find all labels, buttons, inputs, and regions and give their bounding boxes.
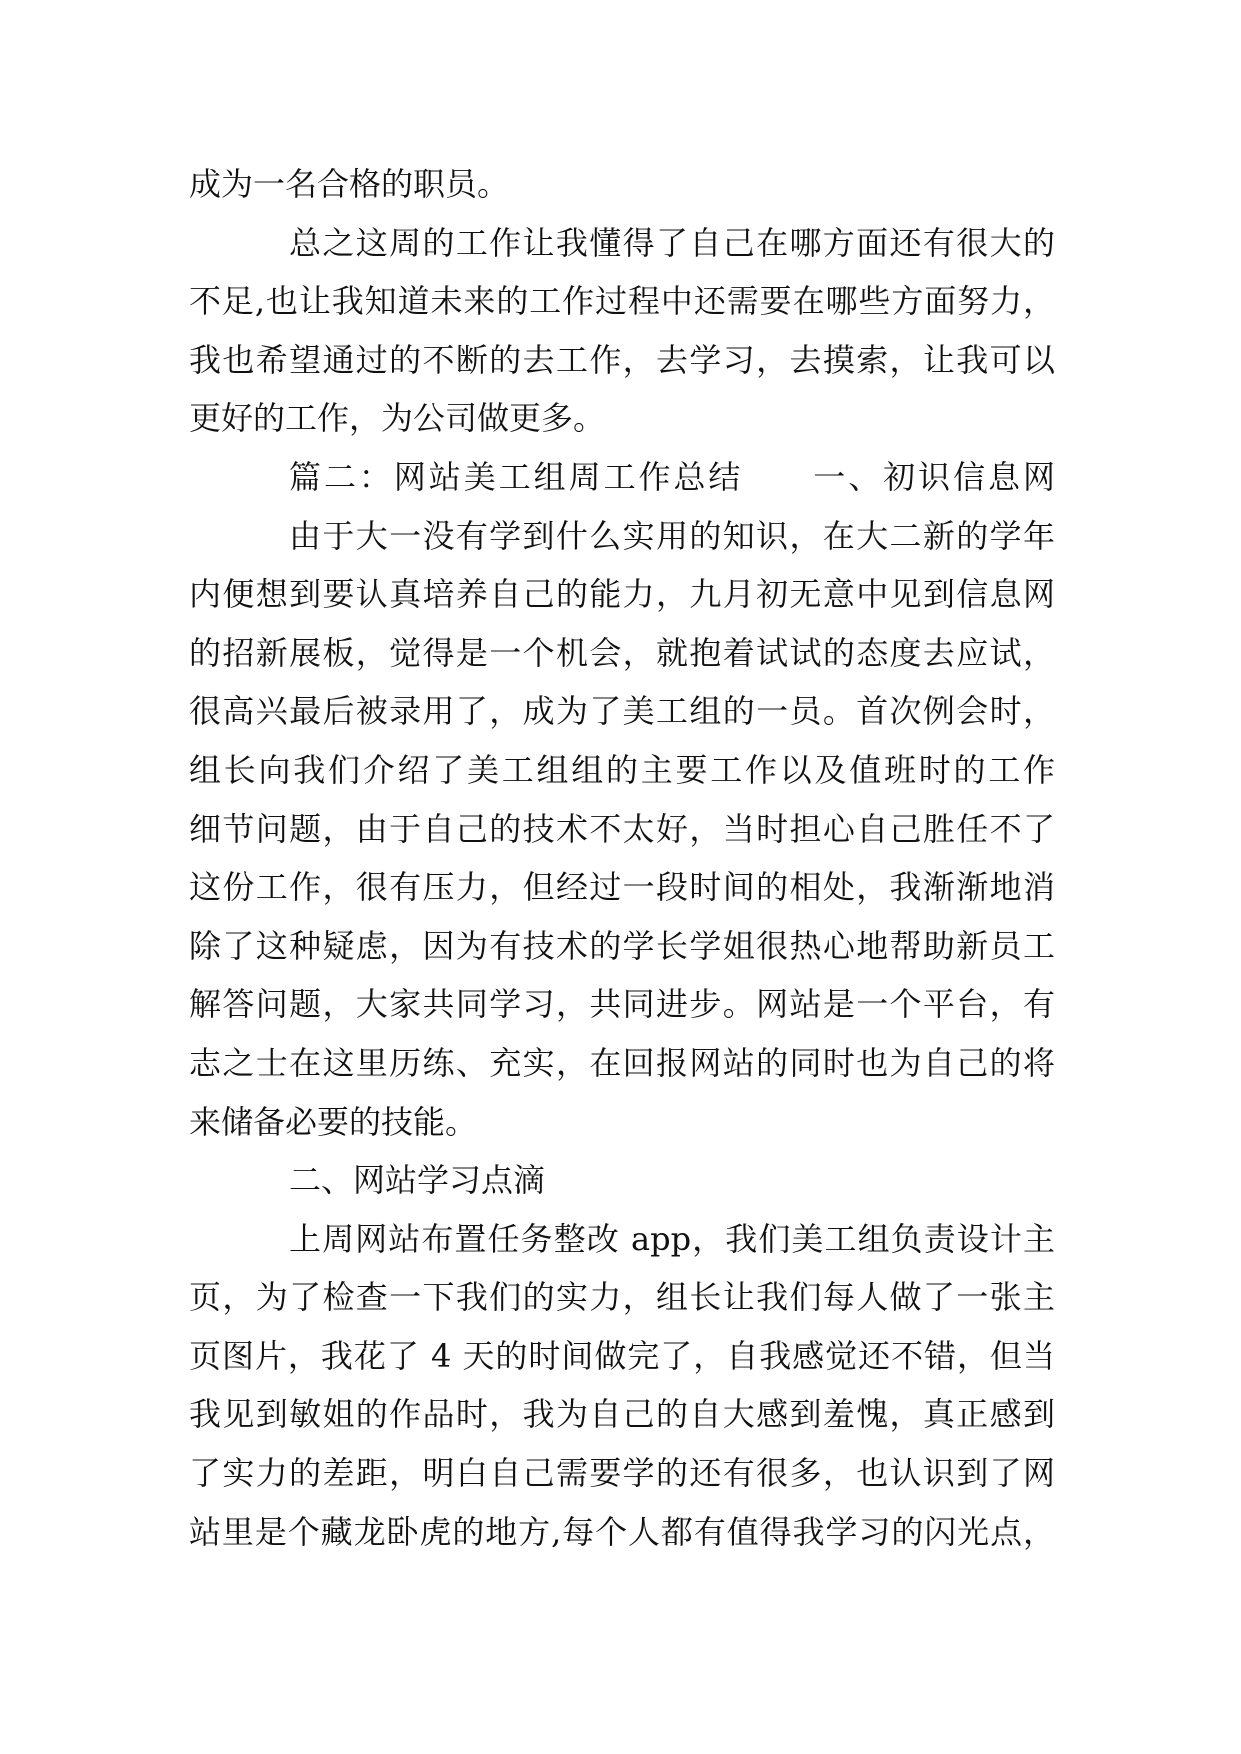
text-line: 二、网站学习点滴 xyxy=(289,1161,546,1200)
text-line: 篇二：网站美工组周工作总结 一、初识信息网 xyxy=(289,457,1055,496)
text-line: 页图片，我花了 4 天的时间做完了，自我感觉还不错，但当 xyxy=(189,1336,1055,1375)
text-line: 很高兴最后被录用了，成为了美工组的一员。首次例会时， xyxy=(189,692,1055,731)
text-line: 站里是个藏龙卧虎的地方,每个人都有值得我学习的闪光点， xyxy=(189,1512,1055,1551)
text-line: 我也希望通过的不断的去工作，去学习，去摸索，让我可以 xyxy=(189,340,1055,379)
document-body xyxy=(189,155,1055,1561)
text-line: 不足,也让我知道未来的工作过程中还需要在哪些方面努力， xyxy=(189,282,1055,321)
text-line: 更好的工作，为公司做更多。 xyxy=(189,399,606,438)
text-line: 解答问题，大家共同学习，共同进步。网站是一个平台，有 xyxy=(189,985,1055,1024)
text-line: 我见到敏姐的作品时，我为自己的自大感到羞愧，真正感到 xyxy=(189,1395,1055,1434)
text-line: 的招新展板，觉得是一个机会，就抱着试试的态度去应试， xyxy=(189,633,1055,672)
text-line: 成为一名合格的职员。 xyxy=(189,165,510,203)
text-line: 志之士在这里历练、充实，在回报网站的同时也为自己的将 xyxy=(189,1043,1055,1082)
text-line: 这份工作，很有压力，但经过一段时间的相处，我渐渐地消 xyxy=(189,868,1055,907)
text-line: 由于大一没有学到什么实用的知识，在大二新的学年 xyxy=(289,516,1055,555)
text-line: 内便想到要认真培养自己的能力，九月初无意中见到信息网 xyxy=(189,575,1055,614)
text-line: 了实力的差距，明白自己需要学的还有很多，也认识到了网 xyxy=(189,1454,1055,1493)
text-line: 来储备必要的技能。 xyxy=(189,1102,478,1141)
text-line: 总之这周的工作让我懂得了自己在哪方面还有很大的 xyxy=(289,223,1055,262)
text-line: 组长向我们介绍了美工组组的主要工作以及值班时的工作 xyxy=(189,750,1055,789)
text-line: 细节问题，由于自己的技术不太好，当时担心自己胜任不了 xyxy=(189,809,1055,848)
text-line: 除了这种疑虑，因为有技术的学长学姐很热心地帮助新员工 xyxy=(189,926,1055,965)
text-line: 页，为了检查一下我们的实力，组长让我们每人做了一张主 xyxy=(189,1278,1055,1317)
text-line: 上周网站布置任务整改 app，我们美工组负责设计主 xyxy=(289,1219,1055,1258)
